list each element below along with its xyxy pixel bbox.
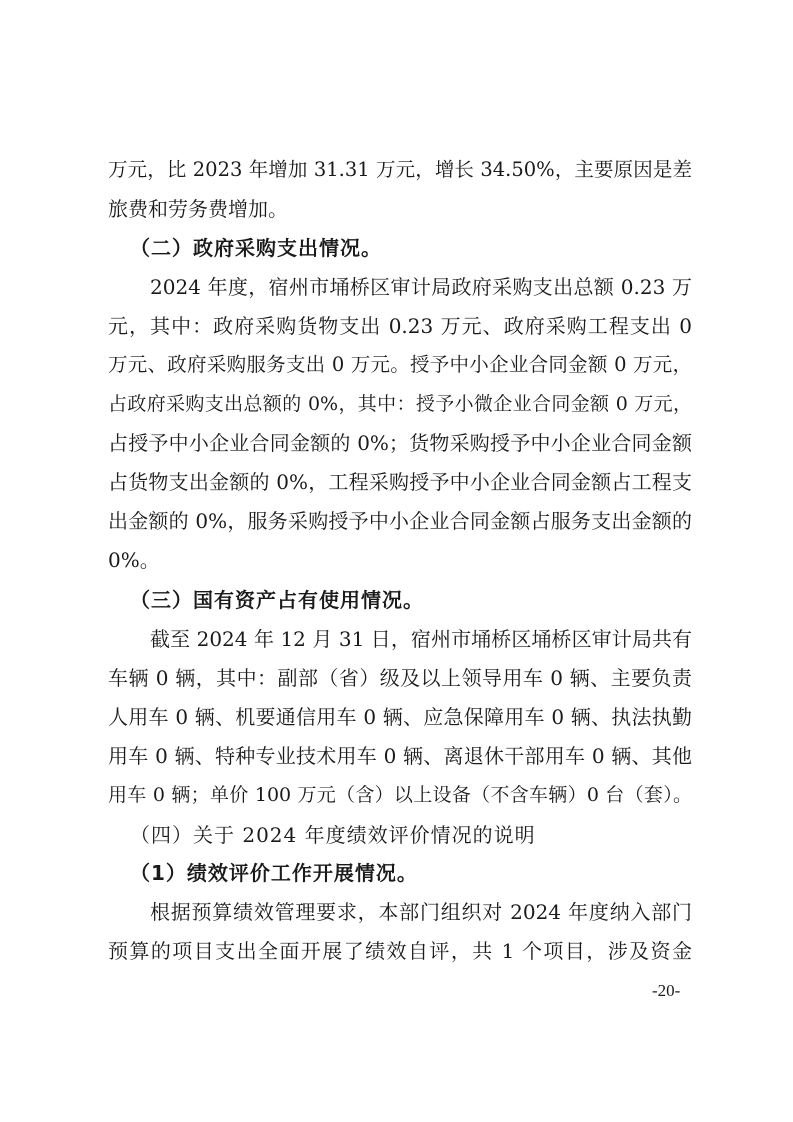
section-heading-procurement: （二）政府采购支出情况。 bbox=[130, 236, 382, 260]
paragraph-line: 根据预算绩效管理要求，本部门组织对 2024 年度纳入部门 bbox=[150, 900, 692, 924]
paragraph-line: 用车 0 辆、特种专业技术用车 0 辆、离退休干部用车 0 辆、其他 bbox=[108, 744, 692, 768]
paragraph-line: 人用车 0 辆、机要通信用车 0 辆、应急保障用车 0 辆、执法执勤 bbox=[108, 705, 692, 729]
paragraph-line: 车辆 0 辆，其中：副部（省）级及以上领导用车 0 辆、主要负责 bbox=[108, 666, 692, 690]
section-heading-assets: （三）国有资产占有使用情况。 bbox=[130, 588, 424, 612]
paragraph-line: 元，其中：政府采购货物支出 0.23 万元、政府采购工程支出 0 bbox=[108, 314, 692, 338]
paragraph-line: 万元、政府采购服务支出 0 万元。授予中小企业合同金额 0 万元， bbox=[108, 353, 692, 376]
page-number: -20- bbox=[652, 981, 681, 1000]
paragraph-line: 占政府采购支出总额的 0%，其中：授予小微企业合同金额 0 万元， bbox=[108, 393, 692, 415]
paragraph-line: 万元，比 2023 年增加 31.31 万元，增长 34.50%，主要原因是差 bbox=[108, 158, 692, 181]
paragraph-line: 预算的项目支出全面开展了绩效自评，共 1 个项目，涉及资金 bbox=[108, 939, 692, 963]
paragraph-line: 截至 2024 年 12 月 31 日，宿州市埇桥区埇桥区审计局共有 bbox=[150, 627, 692, 651]
paragraph-line: 旅费和劳务费增加。 bbox=[108, 197, 288, 221]
paragraph-line: 出金额的 0%，服务采购授予中小企业合同金额占服务支出金额的 bbox=[108, 509, 692, 533]
paragraph-line: 0%。 bbox=[108, 548, 160, 572]
paragraph-line: 用车 0 辆；单价 100 万元（含）以上设备（不含车辆）0 台（套）。 bbox=[108, 784, 692, 806]
paragraph-line: 2024 年度，宿州市埇桥区审计局政府采购支出总额 0.23 万 bbox=[150, 275, 692, 299]
paragraph-line: 占授予中小企业合同金额的 0%；货物采购授予中小企业合同金额 bbox=[108, 431, 692, 455]
paragraph-line: 占货物支出金额的 0%，工程采购授予中小企业合同金额占工程支 bbox=[108, 470, 692, 494]
subsection-heading-evaluation: （1）绩效评价工作开展情况。 bbox=[130, 861, 418, 885]
section-heading-performance: （四）关于 2024 年度绩效评价情况的说明 bbox=[130, 823, 536, 847]
